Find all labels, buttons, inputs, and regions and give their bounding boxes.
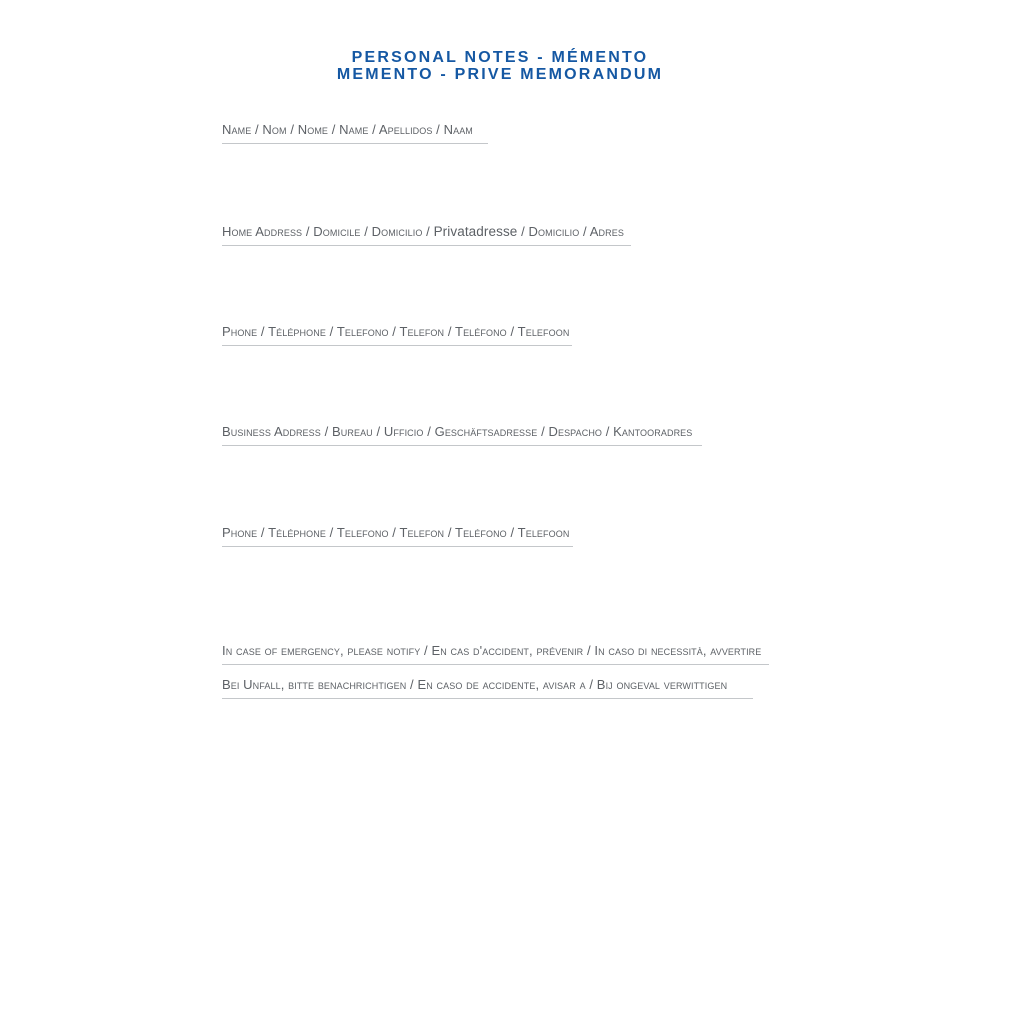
business-address-field[interactable] [222, 424, 702, 446]
page-title-line-1: PERSONAL NOTES - MÉMENTO [351, 49, 649, 66]
emergency-contact-field-2[interactable] [222, 677, 753, 699]
home-phone-field[interactable] [222, 324, 572, 346]
page-title-line-2: MEMENTO - PRIVE MEMORANDUM [336, 66, 664, 83]
name-label: Name / Nom / Nome / Name / Apellidos / Naam [222, 122, 473, 137]
emergency-label-line-1: In case of emergency, please notify / En cas d'accident, prévenir / In caso di necessità, avvertire [222, 643, 762, 658]
emergency-contact-field-1[interactable] [222, 643, 769, 665]
emergency-label-line-2: Bei Unfall, bitte benachrichtigen / En caso de accidente, avisar a / Bij ongeval verwittigen [222, 677, 728, 692]
home-address-label-part2: Privatadresse [433, 224, 518, 239]
business-address-label: Business Address / Bureau / Ufficio / Geschäftsadresse / Despacho / Kantooradres [222, 424, 693, 439]
name-field[interactable] [222, 122, 488, 144]
business-phone-field[interactable] [222, 525, 573, 547]
home-address-label-part1: Home Address / Domicile / Domicilio / [222, 224, 434, 239]
home-address-label-part3: / Domicilio / Adres [517, 224, 624, 239]
home-address-field[interactable] [222, 224, 631, 246]
business-phone-label: Phone / Téléphone / Telefono / Telefon / Teléfono / Telefoon [222, 525, 570, 540]
home-phone-label: Phone / Téléphone / Telefono / Telefon / Teléfono / Telefoon [222, 324, 570, 339]
